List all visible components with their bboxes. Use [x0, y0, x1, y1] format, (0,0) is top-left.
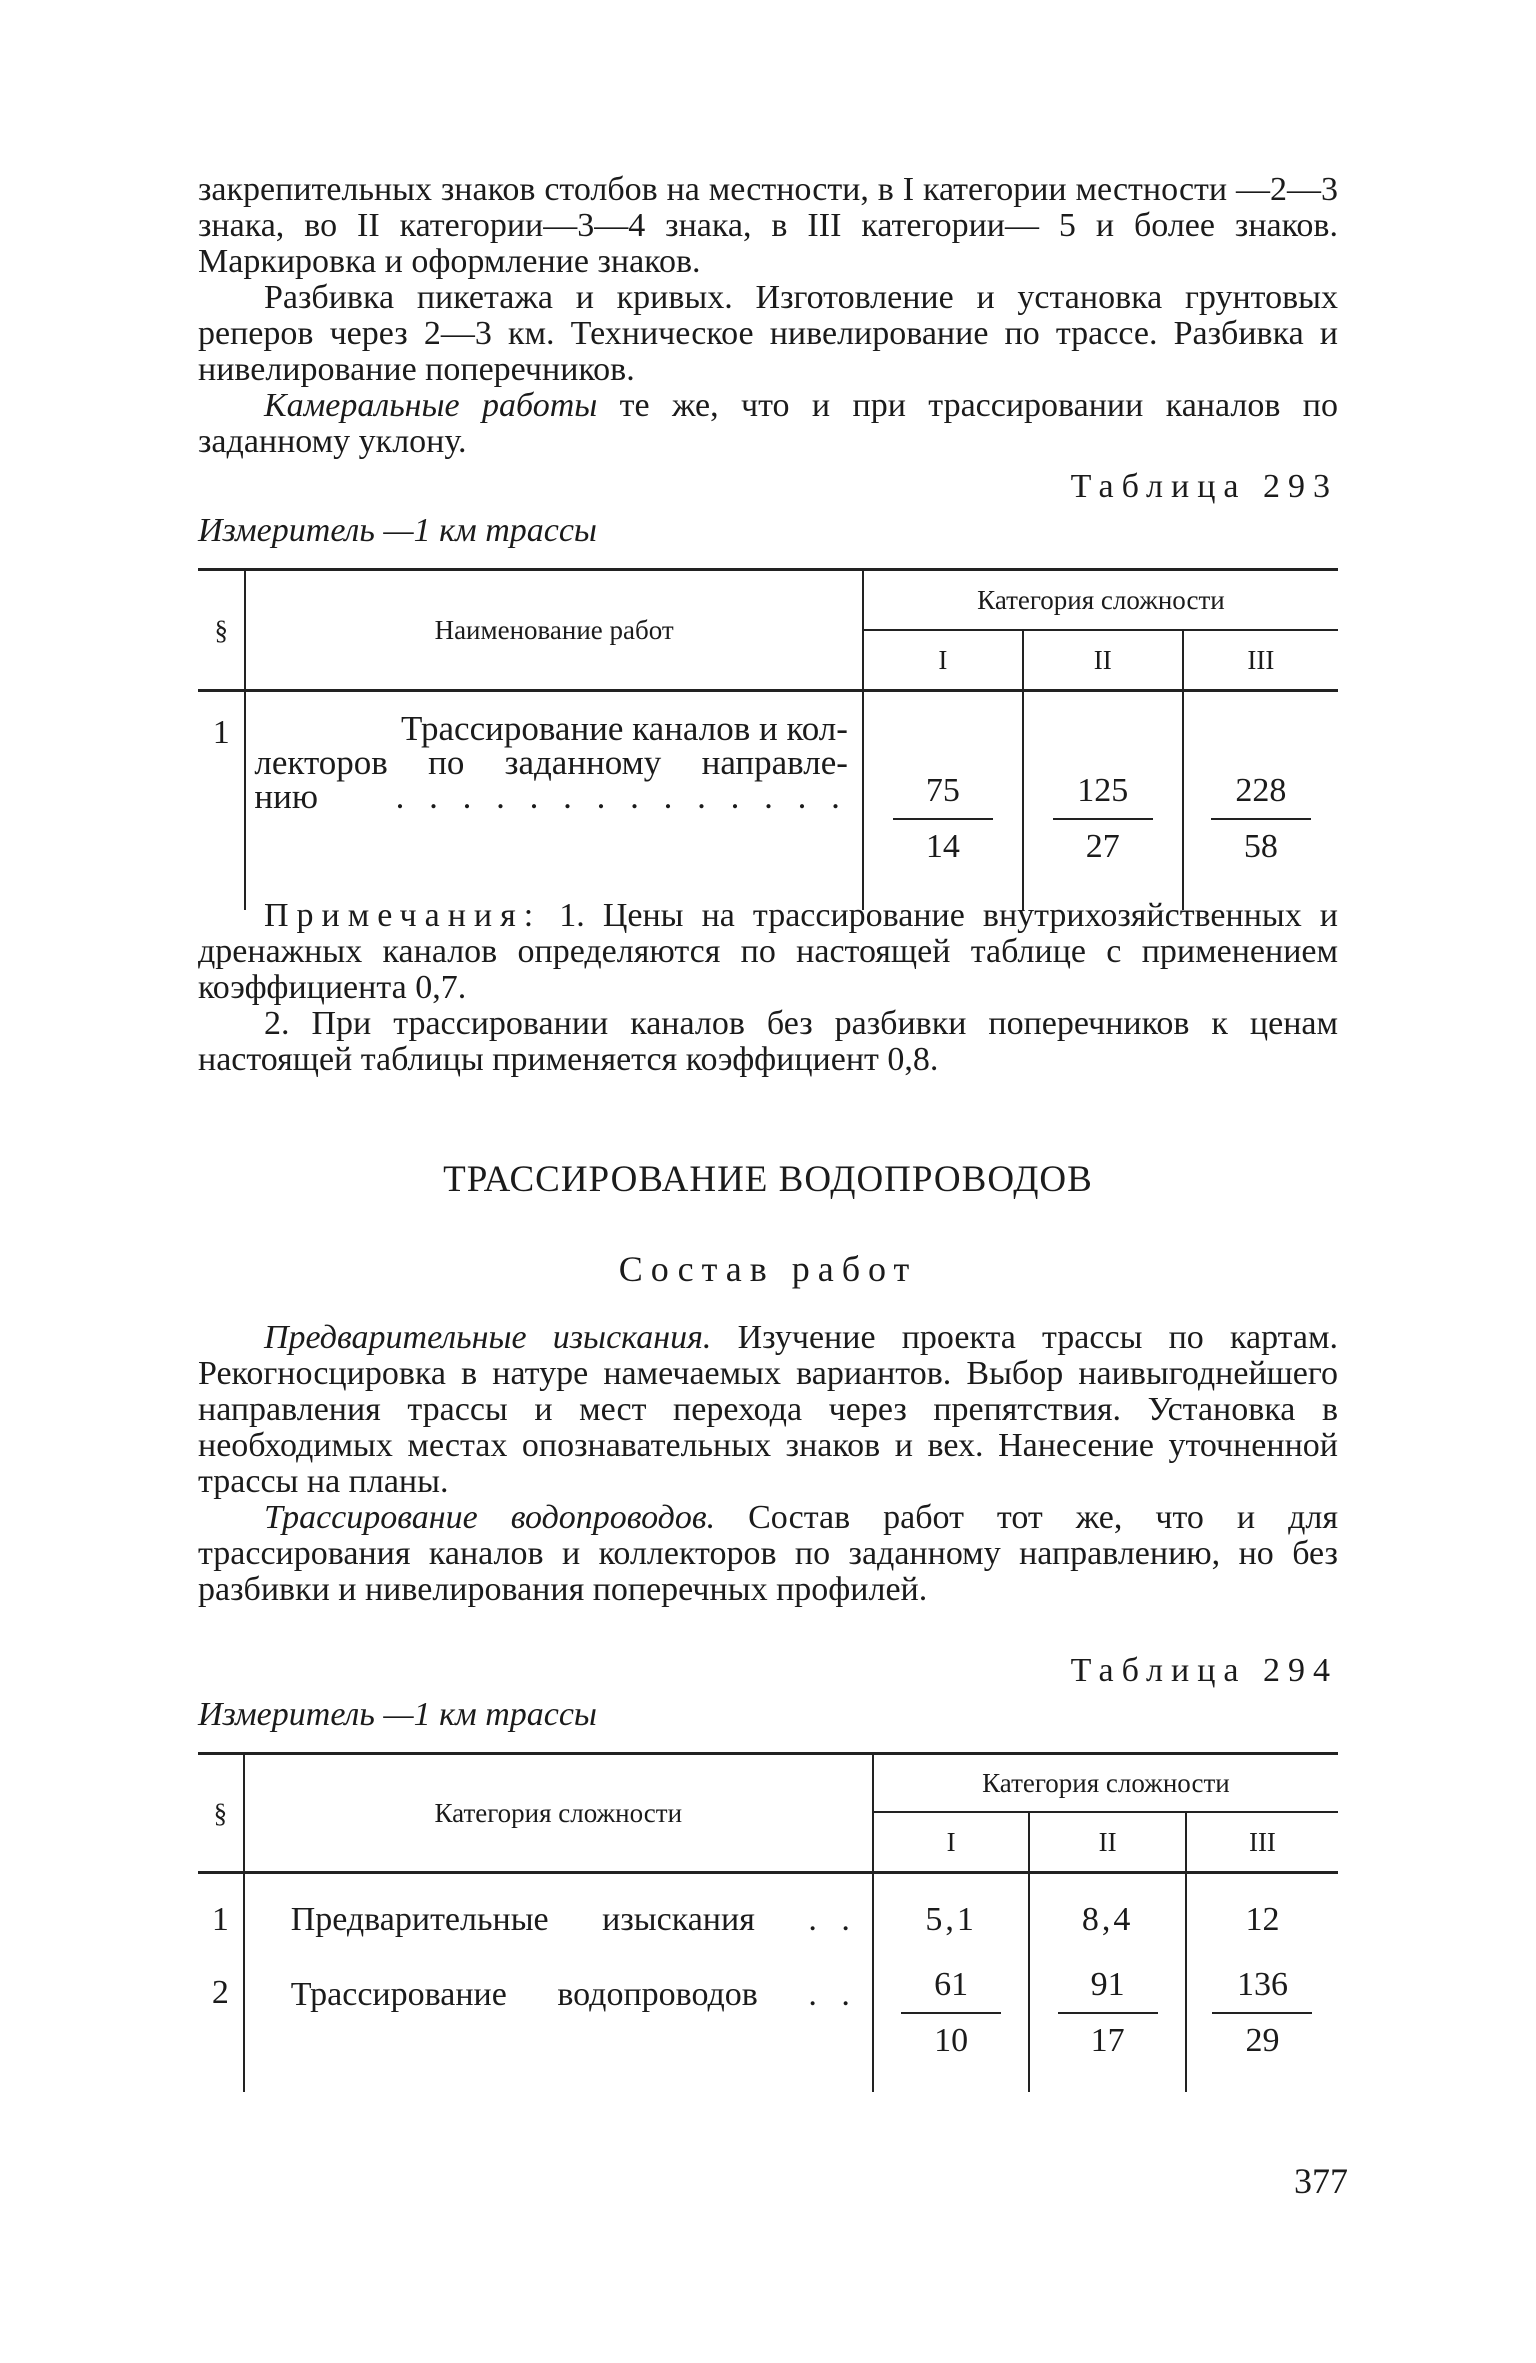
table-294-row-2-name-b: водопроводов [557, 1976, 758, 2013]
table-294-row-2-cell-1-denominator: 10 [934, 2022, 969, 2059]
table-294-row-2-cat-1 [873, 1966, 1030, 2092]
table-293-header-name: Наименование работ [245, 570, 862, 691]
table-294-header-cat-1: I [873, 1812, 1030, 1873]
table-294 [198, 1752, 1338, 2092]
table-294-row-2-dots: . . [808, 1976, 858, 2013]
table-294-row-1-name-a: Предварительные [290, 1901, 549, 1938]
table-293-header-category: Категория сложности [863, 570, 1338, 631]
table-293-measure: Измеритель —1 км трассы [198, 512, 597, 549]
table-293-header-cat-3: III [1183, 630, 1338, 691]
section-paragraph-1-rest: Изучение проекта трассы по картам. Рекогносцировка в натуре намечаемых вариантов. Выбор наивыгоднейшего направления трассы и мест перехода через препятствия. Установка в необходимых местах опознавательных знаков и вех. Нанесение уточненной трассы на планы. [198, 1319, 1338, 1500]
note-1 [198, 898, 1338, 1006]
table-293-cell-3-denominator: 58 [1243, 828, 1278, 865]
table-293-cell-1-denominator: 14 [925, 828, 960, 865]
notes-block [198, 898, 1338, 1078]
table-row [198, 691, 1338, 911]
table-294-header-cat-3: III [1186, 1812, 1338, 1873]
table-294-row-1-cat-2: 8,4 [1029, 1873, 1186, 1967]
section-paragraph-2-rest: Состав работ тот же, что и для трассирования каналов и коллекторов по заданному направлению, но без разбивки и нивелирования поперечных профилей. [198, 1499, 1338, 1608]
table-293-cell-2-denominator: 27 [1085, 828, 1120, 865]
table-293-row-dots: . . . . . . . . . . . . . . [395, 777, 848, 816]
table-294-row-2-cell-3-denominator: 29 [1245, 2022, 1280, 2059]
section-paragraph-1 [198, 1320, 1338, 1500]
page-number: 377 [1294, 2161, 1348, 2201]
table-294-row-2-cell-2-denominator: 17 [1090, 2022, 1125, 2059]
table-row [198, 1873, 1338, 1967]
table-294-row-2-name-a: Трассирование [290, 1976, 507, 2013]
table-294-row-2-name [244, 1966, 873, 2092]
table-294-row-1-name-b: изыскания [602, 1901, 755, 1938]
table-293-row-name-line-2: лекторов по заданному направле- [254, 743, 848, 782]
table-294-row-2-cat-2 [1029, 1966, 1186, 2092]
table-293-header-cat-2: II [1023, 630, 1183, 691]
table-293-row-num: 1 [212, 714, 230, 751]
table-293-row-name [245, 691, 862, 911]
table-293-row-name-line-3 [254, 777, 848, 816]
intro-block [198, 172, 1338, 460]
intro-paragraph-3-italic: Камеральные работы [264, 387, 598, 424]
table-294-row-2-num: 2 [211, 1974, 229, 2011]
intro-paragraph-2: Разбивка пикетажа и кривых. Изготовление и установка грунтовых реперов через 2—3 км. Техническое нивелирование по трассе. Разбивка и нивелирование поперечников. [198, 279, 1338, 388]
table-293-header-cat-1: I [863, 630, 1023, 691]
table-294-measure: Измеритель —1 км трассы [198, 1696, 597, 1733]
table-293 [198, 568, 1338, 910]
table-294-header-name: Категория сложности [244, 1754, 873, 1873]
table-293-row-name-line-1: Трассирование каналов и кол- [400, 709, 848, 748]
note-2: 2. При трассировании каналов без разбивки поперечников к ценам настоящей таблицы применяется коэффициент 0,8. [198, 1005, 1338, 1078]
table-row [198, 1966, 1338, 2092]
table-294-row-2-cell-3-numerator: 136 [1212, 1966, 1312, 2014]
intro-paragraph-3-rest: те же, что и при трассировании каналов по заданному уклону. [198, 387, 1338, 460]
table-294-row-1-num: 1 [211, 1901, 229, 1938]
intro-paragraph-1: закрепительных знаков столбов на местности, в I категории местности —2—3 знака, во II категории—3—4 знака, в III категории— 5 и более знаков. Маркировка и оформление знаков. [198, 171, 1338, 280]
table-293-cell-1-numerator: 75 [893, 772, 993, 820]
table-294-title: Таблица 294 [1070, 1652, 1338, 1689]
table-294-header-section: § [213, 1797, 228, 1828]
table-294-row-1-cat-1: 5,1 [873, 1873, 1030, 1967]
table-293-cell-3-numerator: 228 [1211, 772, 1311, 820]
table-293-cell-cat-1 [863, 691, 1023, 911]
table-293-cell-2-numerator: 125 [1053, 772, 1153, 820]
table-293-cell-cat-3 [1183, 691, 1338, 911]
table-293-title: Таблица 293 [1070, 468, 1338, 505]
table-294-row-2-cell-2-numerator: 91 [1058, 1966, 1158, 2014]
section-heading: ТРАССИРОВАНИЕ ВОДОПРОВОДОВ [443, 1159, 1093, 1200]
table-294-row-1-name [244, 1873, 873, 1967]
table-294-row-1-cat-3: 12 [1186, 1873, 1338, 1967]
table-294-header-cat-2: II [1029, 1812, 1186, 1873]
note-1-text: 1. Цены на трассирование внутрихозяйственных и дренажных каналов определяются по настоящей таблице с применением коэффициента 0,7. [198, 897, 1338, 1006]
section-paragraph-1-italic: Предварительные изыскания. [264, 1319, 712, 1356]
table-294-row-1-dots: . . [808, 1901, 858, 1938]
table-293-row-name-line-3-text: нию [254, 777, 319, 816]
table-294-row-2-cat-3 [1186, 1966, 1338, 2092]
section-paragraph-2-italic: Трассирование водопроводов. [264, 1499, 716, 1536]
table-294-row-2-cell-1-numerator: 61 [901, 1966, 1001, 2014]
section-paragraph-2 [198, 1500, 1338, 1608]
section-subheading: Состав работ [618, 1249, 918, 1289]
table-293-header-section: § [214, 614, 228, 645]
table-293-cell-cat-2 [1023, 691, 1183, 911]
table-294-header-category: Категория сложности [873, 1754, 1338, 1813]
section-body [198, 1320, 1338, 1608]
intro-paragraph-3 [198, 388, 1338, 460]
notes-label: Примечания: [264, 897, 542, 934]
